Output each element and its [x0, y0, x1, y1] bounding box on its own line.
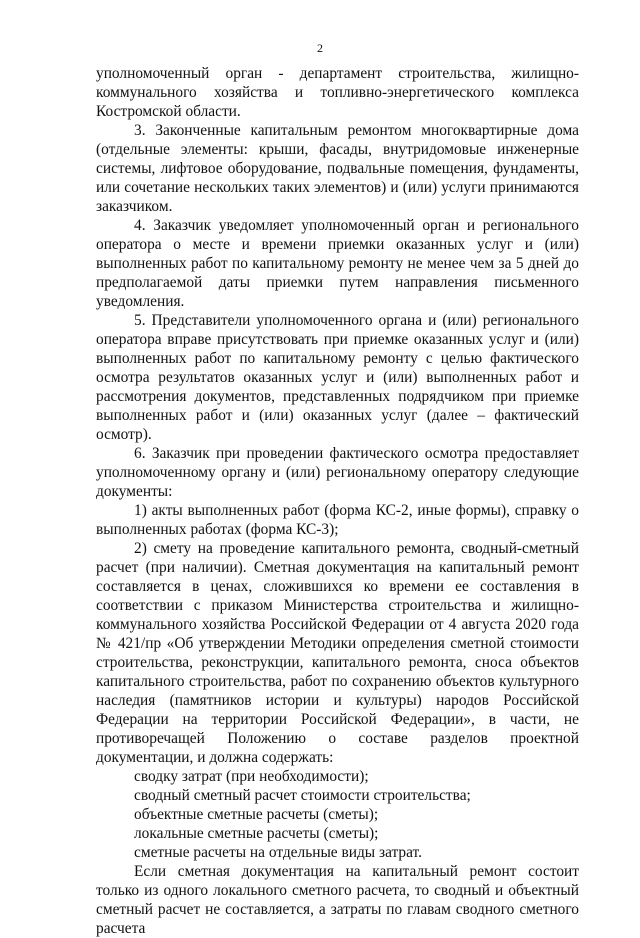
list-item: сводный сметный расчет стоимости строительства; — [134, 787, 471, 804]
paragraph-6: 6. Заказчик при проведении фактического осмотра предоставляет уполномоченному органу и (или) региональному оператору следующие документы: — [96, 445, 579, 500]
paragraph-final: Если сметная документация на капитальный ремонт состоит только из одного локального сметного расчета, то сводный и объектный сметный расчет не составляется, а затраты по главам сводного сметного расчета — [96, 863, 579, 937]
paragraph-5: 5. Представители уполномоченного органа и (или) регионального оператора вправе присутствовать при приемке оказанных услуг и (или) выполненных работ по капитальному ремонту с целью фактического осмотра результатов оказанных услуг и (или) выполненных работ и рассмотрения документов, представленных подрядчиком при приемке выполненных работ и (или) оказанных услуг (далее – фактический осмотр). — [96, 312, 579, 443]
paragraph-6-item-2: 2) смету на проведение капитального ремонта, сводный-сметный расчет (при наличии). Сметная документация на капитальный ремонт составляется в ценах, сложившихся ко времени ее составления в соответствии с приказом Министерства строительства и жилищно-коммунального хозяйства Российской Федерации от 4 августа 2020 года № 421/пр «Об утверждении Методики определения сметной стоимости строительства, реконструкции, капитального ремонта, сноса объектов капитального строительства, работ по сохранению объектов культурного наследия (памятников истории и культуры) народов Российской Федерации на территории Российской Федерации», в части, не противоречащей Положению о составе разделов проектной документации, и должна содержать: — [96, 540, 579, 766]
document-body — [96, 64, 579, 938]
paragraph-4: 4. Заказчик уведомляет уполномоченный орган и регионального оператора о месте и времени приемки оказанных услуг и (или) выполненных работ по капитальному ремонту не менее чем за 5 дней до предполагаемой даты приемки путем направления письменного уведомления. — [96, 217, 579, 310]
list-item: сметные расчеты на отдельные виды затрат. — [134, 844, 422, 861]
paragraph-authorized-body: уполномоченный орган - департамент строительства, жилищно-коммунального хозяйства и топливно-энергетического комплекса Костромской области. — [96, 65, 579, 120]
list-item: объектные сметные расчеты (сметы); — [134, 806, 379, 823]
list-item: сводку затрат (при необходимости); — [134, 768, 369, 785]
page-number: 2 — [317, 41, 323, 55]
paragraph-3: 3. Законченные капитальным ремонтом многоквартирные дома (отдельные элементы: крыши, фасады, внутридомовые инженерные системы, лифтовое оборудование, подвальные помещения, фундаменты, или сочетание нескольких таких элементов) и (или) услуги принимаются заказчиком. — [96, 122, 579, 215]
paragraph-6-item-1: 1) акты выполненных работ (форма КС-2, иные формы), справку о выполненных работах (форма КС-3); — [96, 502, 579, 538]
list-item: локальные сметные расчеты (сметы); — [134, 825, 379, 842]
